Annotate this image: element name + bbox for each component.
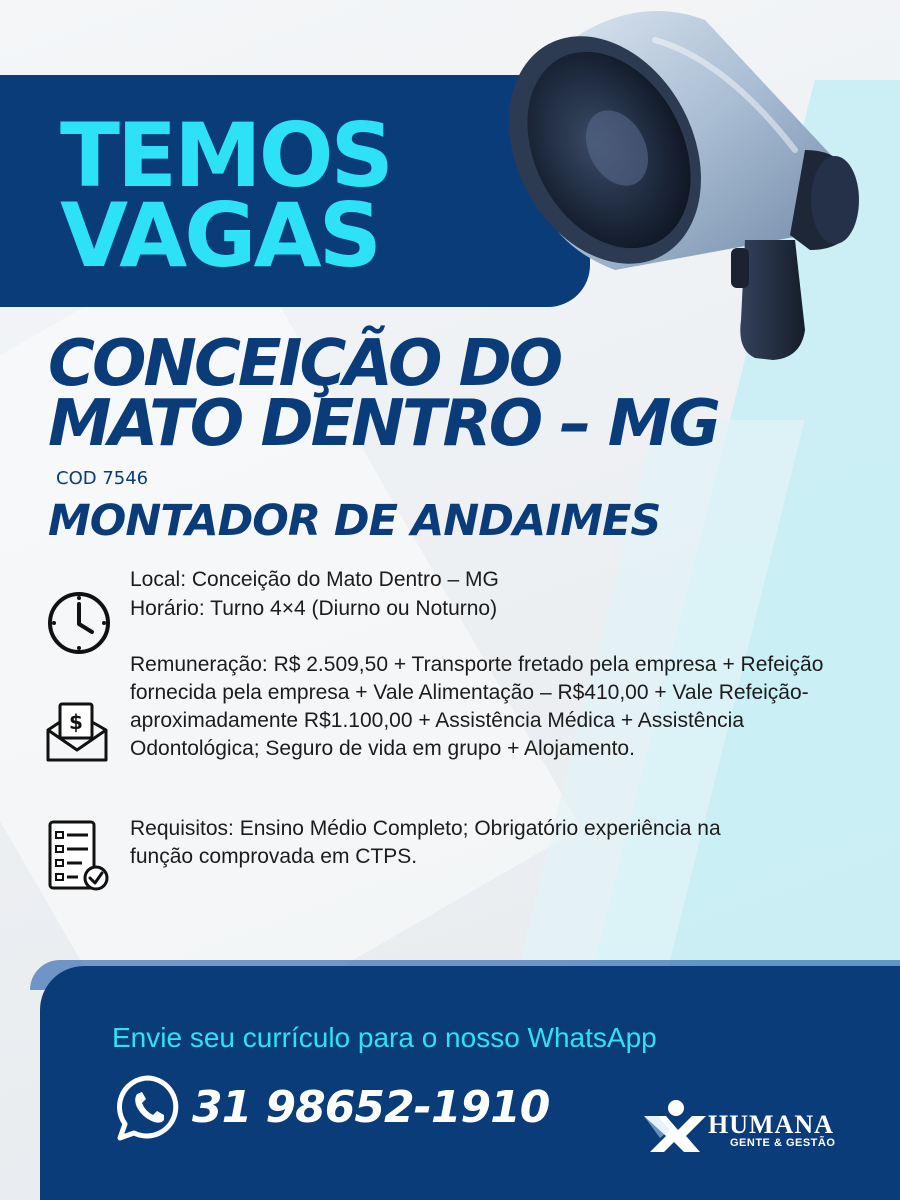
money-envelope-icon <box>44 700 110 766</box>
detail-requisitos: Requisitos: Ensino Médio Completo; Obrigatório experiência na função comprovada em CTPS. <box>130 817 721 868</box>
headline-line-1: TEMOS <box>60 104 391 207</box>
detail-horario: Horário: Turno 4×4 (Diurno ou Noturno) <box>130 597 498 620</box>
brand-tagline: GENTE & GESTÃO <box>730 1137 836 1149</box>
headline-line-2: VAGAS <box>60 184 379 287</box>
city-line-2: MATO DENTRO – MG <box>48 387 718 461</box>
job-code: COD 7546 <box>56 468 149 489</box>
phone-number[interactable]: 31 98652-1910 <box>192 1082 550 1133</box>
svg-text:$: $ <box>69 710 83 734</box>
whatsapp-icon[interactable] <box>112 1072 184 1144</box>
brand-name: HUMANA <box>708 1110 834 1139</box>
detail-local: Local: Conceição do Mato Dentro – MG <box>130 568 499 591</box>
detail-remuneracao: Remuneração: R$ 2.509,50 + Transporte fretado pela empresa + Refeição fornecida pela empresa + Vale Alimentação – R$410,00 + Vale Refeição- aproximadamente R$1.100,00 + Assistência Médica + Assistência Odontológica; Seguro de vida em grupo + Alojamento. <box>130 653 824 760</box>
cta-text: Envie seu currículo para o nosso WhatsApp <box>112 1022 657 1053</box>
clock-icon <box>44 588 114 658</box>
megaphone-icon <box>505 0 900 380</box>
checklist-icon <box>44 818 110 894</box>
job-title: MONTADOR DE ANDAIMES <box>48 496 661 546</box>
city-line-1: CONCEIÇÃO DO <box>48 327 561 401</box>
